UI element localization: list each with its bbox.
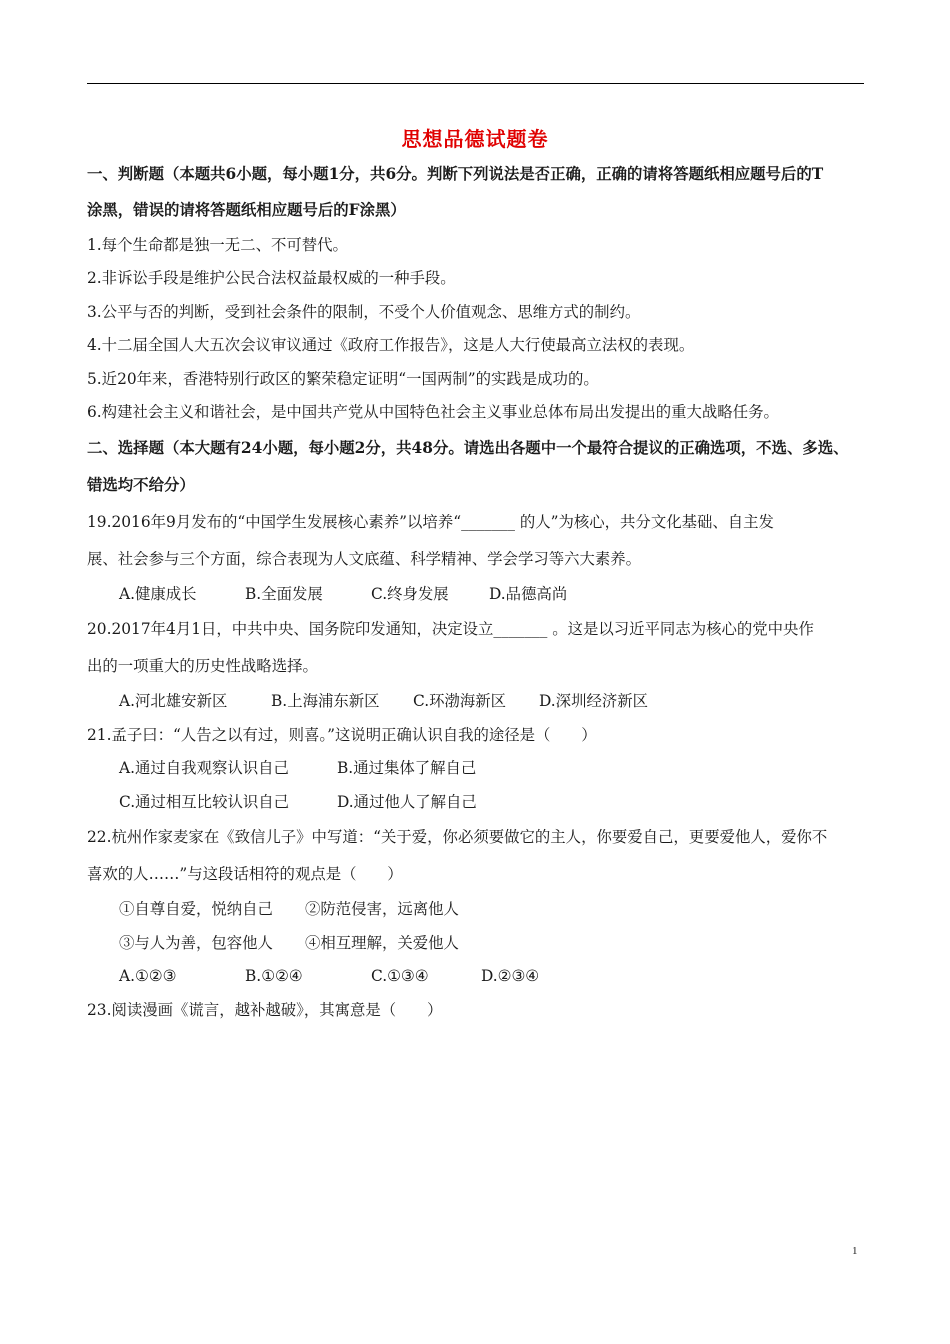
- q22-statement-4: ④相互理解，关爱他人: [305, 933, 459, 952]
- q22-statement-3: ③与人为善，包容他人: [119, 933, 273, 952]
- section2-heading: 二、选择题（本大题有24小题，每小题2分，共48分。请选出各题中一个最符合提议的正确选项，不选、多选、: [87, 438, 849, 457]
- section1-heading: 一、判断题（本题共6小题，每小题1分，共6分。判断下列说法是否正确，正确的请将答题纸相应题号后的T: [87, 165, 824, 183]
- judge-item-6: 6.构建社会主义和谐社会，是中国共产党从中国特色社会主义事业总体布局出发提出的重大战略任务。: [87, 403, 779, 421]
- judge-item-3: 3.公平与否的判断，受到社会条件的限制，不受个人价值观念、思维方式的制约。: [87, 302, 641, 321]
- question-20-cont: 出的一项重大的历史性战略选择。: [87, 657, 318, 675]
- question-19-cont: 展、社会参与三个方面，综合表现为人文底蕴、科学精神、学会学习等六大素养。: [87, 549, 642, 568]
- question-23: 23.阅读漫画《谎言，越补越破》，其寓意是（ ）: [87, 1000, 443, 1019]
- judge-item-1: 1.每个生命都是独一无二、不可替代。: [87, 235, 348, 254]
- q21-option-b: B.通过集体了解自己: [337, 759, 477, 777]
- question-22-statements-row2: [87, 927, 867, 961]
- q22-option-a: A.①②③: [119, 967, 177, 985]
- question-21-options-row1: [87, 752, 867, 786]
- q20-option-d: D.深圳经济新区: [539, 692, 649, 710]
- page-title: 思想品德试题卷: [401, 127, 549, 151]
- question-21-options-row2: [87, 786, 867, 820]
- q19-option-a: A.健康成长: [119, 584, 197, 603]
- header-rule: [87, 83, 864, 84]
- judge-item-2: 2.非诉讼手段是维护公民合法权益最权威的一种手段。: [87, 269, 456, 287]
- q20-option-c: C.环渤海新区: [413, 692, 507, 710]
- q21-option-a: A.通过自我观察认识自己: [119, 759, 289, 777]
- question-19: 19.2016年9月发布的“中国学生发展核心素养”以培养“_______ 的人”为核心，共分文化基础、自主发: [87, 512, 774, 531]
- q20-option-a: A.河北雄安新区: [119, 692, 228, 710]
- q22-statement-1: ①自尊自爱，悦纳自己: [119, 900, 273, 918]
- q21-option-d: D.通过他人了解自己: [337, 792, 477, 811]
- question-22: 22.杭州作家麦家在《致信儿子》中写道：“关于爱，你必须要做它的主人，你要爱自己，更要爱他人，爱你不: [87, 828, 828, 846]
- exam-content: [87, 158, 867, 1027]
- judge-item-5: 5.近20年来，香港特别行政区的繁荣稳定证明“一国两制”的实践是成功的。: [87, 369, 599, 388]
- q19-option-c: C.终身发展: [371, 584, 449, 603]
- page-number: 1: [852, 1245, 858, 1257]
- question-22-cont: 喜欢的人……”与这段话相符的观点是（ ）: [87, 865, 403, 883]
- question-19-options: [87, 578, 867, 612]
- question-21: 21.孟子曰：“人告之以有过，则喜。”这说明正确认识自我的途径是（ ）: [87, 725, 597, 744]
- q22-option-d: D.②③④: [481, 967, 540, 985]
- q19-option-b: B.全面发展: [245, 584, 323, 603]
- judge-item-4: 4.十二届全国人大五次会议审议通过《政府工作报告》，这是人大行使最高立法权的表现。: [87, 336, 695, 354]
- q22-option-c: C.①③④: [371, 967, 429, 985]
- q21-option-c: C.通过相互比较认识自己: [119, 792, 290, 811]
- question-22-options: [87, 960, 867, 994]
- question-22-statements-row1: [87, 893, 867, 927]
- q22-statement-2: ②防范侵害，远离他人: [305, 900, 459, 918]
- q20-option-b: B.上海浦东新区: [271, 692, 380, 710]
- question-20: 20.2017年4月1日，中共中央、国务院印发通知，决定设立_______ 。这是以习近平同志为核心的党中央作: [87, 620, 814, 638]
- section2-heading-cont: 错选均不给分）: [87, 475, 195, 494]
- question-20-options: [87, 685, 867, 719]
- section1-heading-cont: 涂黑，错误的请将答题纸相应题号后的F涂黑）: [87, 200, 406, 219]
- q19-option-d: D.品德高尚: [489, 584, 568, 603]
- q22-option-b: B.①②④: [245, 967, 303, 985]
